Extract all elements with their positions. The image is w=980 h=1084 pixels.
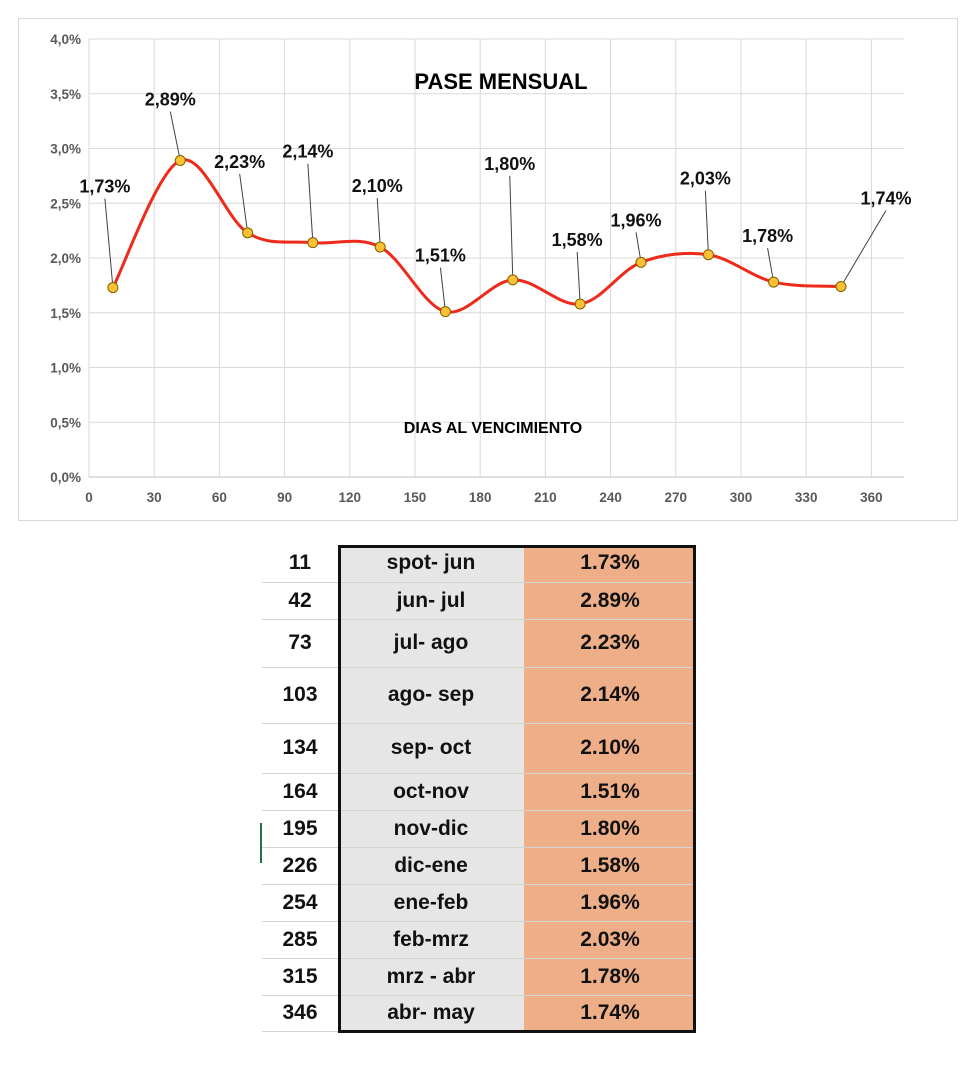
rate-cell: 1.74% xyxy=(524,995,696,1031)
rate-cell: 1.51% xyxy=(524,773,696,810)
days-cell: 73 xyxy=(262,619,338,667)
rate-cell: 1.58% xyxy=(524,847,696,884)
data-label: 2,23% xyxy=(214,151,266,172)
table-row xyxy=(262,667,696,723)
line-chart xyxy=(19,19,959,522)
table-row xyxy=(262,773,696,810)
y-tick-label: 0,5% xyxy=(50,415,81,431)
x-tick-label: 210 xyxy=(534,490,557,505)
x-tick-label: 360 xyxy=(860,490,883,505)
chart-area xyxy=(18,18,958,521)
data-label: 2,89% xyxy=(144,89,196,110)
data-point xyxy=(836,281,846,291)
x-tick-label: 330 xyxy=(794,490,818,505)
period-cell: jun- jul xyxy=(338,582,524,619)
x-tick-label: 300 xyxy=(729,490,753,505)
period-cell: ago- sep xyxy=(338,667,524,723)
data-point xyxy=(243,228,253,238)
x-tick-label: 150 xyxy=(403,490,427,505)
data-label-leader xyxy=(105,199,113,288)
data-point xyxy=(769,277,779,287)
days-cell: 315 xyxy=(262,958,338,995)
data-point xyxy=(703,250,713,260)
data-label-leader xyxy=(170,112,180,161)
days-cell: 346 xyxy=(262,995,338,1031)
data-label: 2,14% xyxy=(282,141,334,162)
data-label: 1,80% xyxy=(484,153,536,174)
period-cell: sep- oct xyxy=(338,723,524,773)
table-row xyxy=(262,995,696,1031)
data-label: 1,51% xyxy=(414,245,466,266)
period-cell: mrz - abr xyxy=(338,958,524,995)
period-cell: jul- ago xyxy=(338,619,524,667)
period-cell: nov-dic xyxy=(338,810,524,847)
days-cell: 134 xyxy=(262,723,338,773)
x-tick-label: 30 xyxy=(146,490,162,505)
table-row xyxy=(262,810,696,847)
table-row xyxy=(262,847,696,884)
x-tick-label: 270 xyxy=(664,490,688,505)
period-cell: dic-ene xyxy=(338,847,524,884)
table-row xyxy=(262,545,696,582)
days-cell: 285 xyxy=(262,921,338,958)
data-point xyxy=(508,275,518,285)
days-cell: 42 xyxy=(262,582,338,619)
data-point xyxy=(375,242,385,252)
rates-table-area xyxy=(262,545,712,1065)
x-tick-label: 60 xyxy=(211,490,227,505)
data-point xyxy=(575,299,585,309)
x-axis-title: DIAS AL VENCIMIENTO xyxy=(403,420,583,437)
rate-cell: 1.73% xyxy=(524,545,696,582)
x-tick-label: 90 xyxy=(277,490,293,505)
days-cell: 103 xyxy=(262,667,338,723)
data-label-leader xyxy=(377,198,380,247)
y-tick-label: 3,0% xyxy=(50,141,81,157)
y-tick-label: 4,0% xyxy=(50,32,81,47)
data-point xyxy=(308,238,318,248)
data-label: 1,74% xyxy=(860,188,912,209)
series-line xyxy=(113,160,841,313)
period-cell: ene-feb xyxy=(338,884,524,921)
table-row xyxy=(262,723,696,773)
y-tick-label: 1,0% xyxy=(50,360,81,376)
table-row xyxy=(262,958,696,995)
days-cell: 195 xyxy=(262,810,338,847)
data-label-leader xyxy=(510,176,513,280)
rate-cell: 2.03% xyxy=(524,921,696,958)
data-label-leader xyxy=(841,210,886,286)
y-tick-label: 3,5% xyxy=(50,86,81,102)
data-label-leader xyxy=(705,191,708,255)
rates-table xyxy=(262,545,696,1032)
x-tick-label: 120 xyxy=(338,490,362,505)
table-row xyxy=(262,884,696,921)
table-row xyxy=(262,921,696,958)
period-cell: spot- jun xyxy=(338,545,524,582)
data-label: 1,58% xyxy=(551,229,603,250)
period-cell: oct-nov xyxy=(338,773,524,810)
x-tick-label: 240 xyxy=(599,490,622,505)
y-tick-label: 1,5% xyxy=(50,305,81,321)
rate-cell: 1.80% xyxy=(524,810,696,847)
data-label: 1,78% xyxy=(742,226,794,247)
rate-cell: 2.23% xyxy=(524,619,696,667)
rate-cell: 2.14% xyxy=(524,667,696,723)
x-tick-label: 0 xyxy=(85,490,93,505)
data-point xyxy=(440,307,450,317)
period-cell: abr- may xyxy=(338,995,524,1031)
y-tick-label: 0,0% xyxy=(50,470,81,485)
chart-title: PASE MENSUAL xyxy=(414,69,588,94)
data-label: 2,10% xyxy=(351,176,403,197)
data-point xyxy=(175,156,185,166)
rate-cell: 1.96% xyxy=(524,884,696,921)
y-tick-label: 2,0% xyxy=(50,251,81,266)
days-cell: 226 xyxy=(262,847,338,884)
days-cell: 11 xyxy=(262,545,338,582)
data-label: 1,96% xyxy=(610,210,662,231)
data-label-leader xyxy=(440,268,445,312)
days-cell: 164 xyxy=(262,773,338,810)
rate-cell: 1.78% xyxy=(524,958,696,995)
data-label: 1,73% xyxy=(79,176,131,197)
days-cell: 254 xyxy=(262,884,338,921)
data-point xyxy=(636,257,646,267)
period-cell: feb-mrz xyxy=(338,921,524,958)
table-row xyxy=(262,619,696,667)
data-point xyxy=(108,283,118,293)
y-tick-label: 2,5% xyxy=(50,196,81,212)
x-tick-label: 180 xyxy=(468,490,492,505)
rate-cell: 2.10% xyxy=(524,723,696,773)
rate-cell: 2.89% xyxy=(524,582,696,619)
data-label: 2,03% xyxy=(679,168,731,189)
data-label-leader xyxy=(577,252,580,304)
table-row xyxy=(262,582,696,619)
